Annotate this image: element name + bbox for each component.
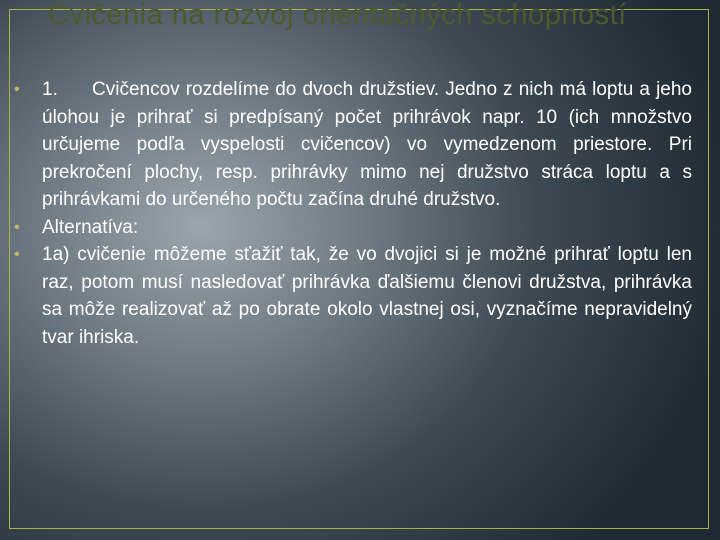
slide-title: Cvičenia na rozvoj orientačných schopností	[48, 0, 627, 31]
item-text: 1a) cvičenie môžeme sťažiť tak, že vo dvojici si je možné prihrať loptu len raz, potom musí nasledovať prihrávka ďalšiemu členovi družstva, prihrávka sa môže realizovať až po obrate okolo vlastnej osi, vyznačíme nepravidelný tvar ihriska.	[42, 244, 692, 348]
bullet-body	[42, 76, 692, 214]
item-text: Alternatíva:	[42, 216, 139, 238]
bullet-icon: •	[14, 246, 20, 263]
item-text: Cvičencov rozdelíme do dvoch družstiev. Jedno z nich má loptu a jeho úlohou je prihrať si predpísaný počet prihrávok napr. 10 (ich množstvo určujeme podľa vyspelosti cvičencov) vo vymedzenom priestore. Pri prekročení plochy, resp. prihrávky mimo nej družstvo stráca loptu a s prihrávkami do určeného počtu začína druhé družstvo.	[42, 79, 692, 210]
bullet-list	[10, 76, 710, 351]
list-item	[10, 76, 710, 214]
bullet-icon: •	[14, 81, 20, 98]
slide-frame	[9, 0, 709, 529]
list-item	[10, 241, 710, 351]
bullet-icon: •	[14, 218, 20, 236]
list-item	[10, 214, 710, 242]
item-number: 1.	[42, 79, 58, 100]
